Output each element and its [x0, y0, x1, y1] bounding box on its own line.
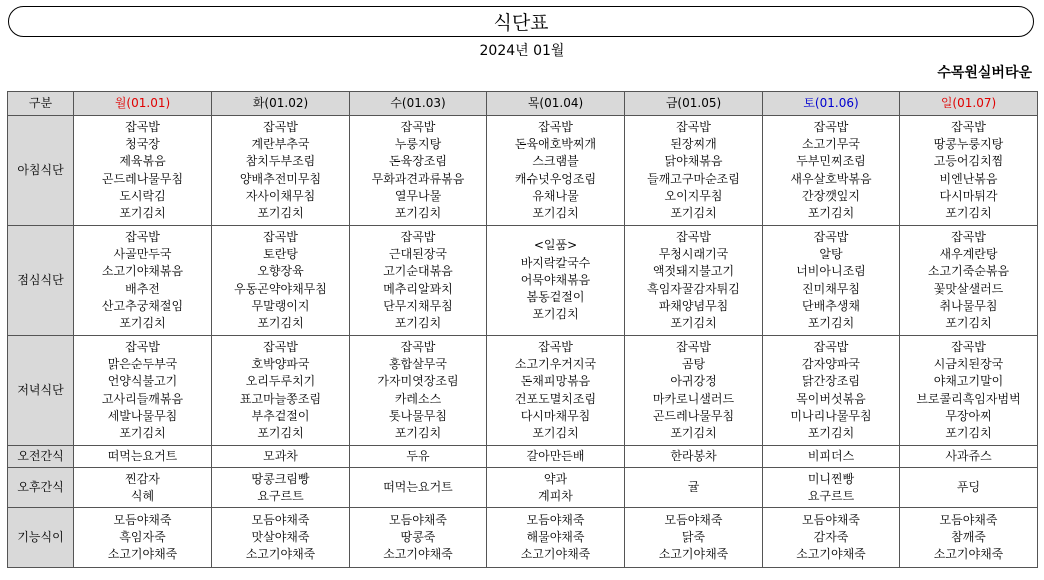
menu-cell — [74, 468, 212, 508]
menu-cell — [212, 468, 350, 508]
menu-cell — [350, 226, 487, 336]
menu-cell — [74, 446, 212, 468]
dish-item: 건포도멸치조림 — [514, 391, 597, 406]
dish-item: 닭죽 — [681, 530, 706, 545]
dish-item: 돈육애호박찌개 — [514, 136, 597, 151]
menu-cell — [625, 508, 763, 568]
dish-item: 잡곡밥 — [400, 119, 436, 134]
dish-item: 포기김치 — [670, 316, 717, 331]
dish-item: 포기김치 — [945, 206, 992, 221]
dish-item: 취나물무침 — [939, 298, 998, 313]
dish-item: 맛살야채죽 — [251, 530, 310, 545]
dish-item: 잡곡밥 — [676, 119, 711, 134]
meal-row — [8, 468, 1038, 508]
dish-item: 토란탕 — [263, 246, 298, 261]
header-day: 일(01.07) — [900, 92, 1038, 116]
dish-item: 식혜 — [130, 488, 155, 503]
menu-cell — [763, 336, 900, 446]
dish-item: 잡곡밥 — [538, 339, 573, 354]
header-day: 금(01.05) — [625, 92, 763, 116]
dish-item: 닭야채볶음 — [664, 154, 723, 169]
meal-category-label: 오전간식 — [8, 446, 74, 468]
dish-item: 포기김치 — [119, 316, 166, 331]
dish-item: 잡곡밥 — [125, 229, 160, 244]
dish-item: 소고기야채죽 — [933, 547, 1004, 562]
menu-cell — [487, 468, 625, 508]
dish-item: 호박양파국 — [251, 356, 310, 371]
menu-body — [8, 116, 1038, 568]
dish-item: 잡곡밥 — [676, 229, 711, 244]
dish-item: 단무지채무침 — [383, 298, 453, 313]
dish-item: 잡곡밥 — [951, 339, 986, 354]
header-day: 수(01.03) — [350, 92, 487, 116]
dish-item: 오향장육 — [257, 264, 304, 279]
dish-item: 약과 — [543, 471, 568, 486]
dish-item: 포기김치 — [807, 426, 855, 441]
menu-table — [7, 91, 1038, 568]
dish-item: 어묵야채볶음 — [520, 272, 591, 287]
dish-item: 해물야채죽 — [526, 530, 585, 545]
dish-item: 포기김치 — [532, 206, 579, 221]
dish-item: 사과쥬스 — [945, 449, 992, 463]
meal-category-label: 저녁식단 — [8, 336, 74, 446]
dish-item: 곤드레나물무침 — [101, 171, 184, 186]
dish-item: 소고기야채죽 — [796, 547, 866, 562]
dish-item: 표고마늘쫑조림 — [239, 391, 322, 406]
dish-item: 홍합살무국 — [389, 356, 447, 371]
dish-item: 잡곡밥 — [813, 119, 849, 134]
dish-item: 감자양파국 — [802, 356, 860, 371]
dish-item: 잡곡밥 — [813, 339, 849, 354]
dish-item: 소고기죽순볶음 — [927, 264, 1010, 279]
dish-item: 포기김치 — [257, 206, 304, 221]
dish-item: 갈아만든배 — [526, 449, 585, 463]
dish-item: 잡곡밥 — [676, 339, 711, 354]
dish-item: 포기김치 — [532, 426, 579, 441]
dish-item: 포기김치 — [532, 307, 579, 322]
menu-cell — [900, 468, 1038, 508]
dish-item: 포기김치 — [670, 426, 717, 441]
dish-item: 잡곡밥 — [813, 229, 849, 244]
dish-item: 꽃맛살샐러드 — [933, 281, 1004, 296]
dish-item: 잡곡밥 — [951, 119, 986, 134]
menu-cell — [487, 508, 625, 568]
menu-cell — [900, 226, 1038, 336]
dish-item: 너비아니조림 — [796, 264, 866, 279]
meal-row — [8, 336, 1038, 446]
menu-cell — [625, 116, 763, 226]
dish-item: 파채양념무침 — [658, 298, 729, 313]
dish-item: 잡곡밥 — [263, 229, 298, 244]
dish-item: 모듬야채죽 — [664, 512, 723, 527]
dish-item: 포기김치 — [945, 426, 992, 441]
menu-cell — [900, 508, 1038, 568]
month-label: 2024년 01월 — [479, 43, 565, 59]
dish-item: 된장찌개 — [670, 136, 717, 151]
dish-item: 새우살호박볶음 — [790, 171, 872, 186]
menu-cell — [900, 116, 1038, 226]
header-day: 화(01.02) — [212, 92, 350, 116]
dish-item: 제육볶음 — [119, 154, 166, 169]
dish-item: 곤드레나물무침 — [652, 408, 735, 423]
menu-cell — [350, 468, 487, 508]
dish-item: 감자죽 — [813, 530, 849, 545]
dish-item: 잡곡밥 — [125, 119, 160, 134]
dish-item: 무화과견과류볶음 — [371, 171, 465, 186]
dish-item: 땅콩크림빵 — [251, 471, 310, 486]
dish-item: 간장깻잎지 — [802, 188, 860, 203]
dish-item: 잡곡밥 — [400, 229, 436, 244]
dish-item: 요구르트 — [807, 488, 855, 503]
dish-item: 흑임자죽 — [119, 530, 166, 545]
dish-item: 계란부추국 — [251, 136, 310, 151]
dish-item: 모과차 — [263, 449, 298, 463]
dish-item: 진미채무침 — [802, 281, 860, 296]
meal-row — [8, 116, 1038, 226]
dish-item: 참깨죽 — [951, 530, 986, 545]
dish-item: 오이지무침 — [664, 188, 723, 203]
dish-item: 푸딩 — [956, 480, 981, 495]
dish-item: 언양식불고기 — [107, 374, 178, 389]
menu-cell — [763, 508, 900, 568]
meal-row — [8, 226, 1038, 336]
dish-item: 새우계란탕 — [939, 246, 998, 261]
dish-item: 유채나물 — [532, 188, 579, 203]
dish-item: 무말랭이지 — [251, 298, 310, 313]
dish-item: 잡곡밥 — [538, 119, 573, 134]
menu-cell — [763, 446, 900, 468]
dish-item: 잡곡밥 — [125, 339, 160, 354]
dish-item: 단배추생채 — [802, 298, 860, 313]
dish-item: 땅콩죽 — [400, 530, 436, 545]
dish-item: 캐슈넛우엉조림 — [514, 171, 597, 186]
dish-item: 열무나물 — [394, 188, 442, 203]
dish-item: 자사이채무침 — [245, 188, 316, 203]
dish-item: 봄동겉절이 — [526, 290, 585, 305]
dish-item: 야채고기말이 — [933, 374, 1004, 389]
dish-item: 세발나물무침 — [107, 408, 178, 423]
dish-item: 맑은순두부국 — [107, 356, 178, 371]
dish-item: 근대된장국 — [389, 246, 447, 261]
meal-category-label: 점심식단 — [8, 226, 74, 336]
dish-item: 바지락칼국수 — [520, 255, 591, 270]
dish-item: 두유 — [406, 449, 430, 463]
dish-item: 닭간장조림 — [802, 374, 860, 389]
header-day: 토(01.06) — [763, 92, 900, 116]
dish-item: 목이버섯볶음 — [796, 391, 866, 406]
dish-item: 도시락김 — [119, 188, 166, 203]
dish-item: 알탕 — [819, 246, 843, 261]
menu-cell — [74, 226, 212, 336]
dish-item: 떠먹는요거트 — [107, 449, 178, 463]
menu-cell — [74, 116, 212, 226]
dish-item: 곰탕 — [681, 356, 706, 371]
dish-item: 모듬야채죽 — [389, 512, 447, 527]
dish-item: 사골만두국 — [113, 246, 172, 261]
dish-item: 포기김치 — [119, 206, 166, 221]
dish-item: <일품> — [533, 238, 578, 253]
menu-cell — [212, 508, 350, 568]
dish-item: 모듬야채죽 — [526, 512, 585, 527]
menu-cell — [487, 446, 625, 468]
dish-item: 메추리알꽈치 — [383, 281, 453, 296]
menu-cell — [487, 336, 625, 446]
dish-item: 소고기야채죽 — [107, 547, 178, 562]
dish-item: 잡곡밥 — [400, 339, 436, 354]
meal-category-label: 아침식단 — [8, 116, 74, 226]
dish-item: 비피더스 — [807, 449, 855, 463]
dish-item: 소고기야채죽 — [520, 547, 591, 562]
dish-item: 귤 — [687, 480, 700, 495]
dish-item: 소고기무국 — [802, 136, 860, 151]
dish-item: 포기김치 — [945, 316, 992, 331]
dish-item: 소고기야채죽 — [658, 547, 729, 562]
meal-category-label: 오후간식 — [8, 468, 74, 508]
dish-item: 우동곤약야채무침 — [234, 281, 327, 296]
dish-item: 소고기야채볶음 — [101, 264, 184, 279]
dish-item: 포기김치 — [807, 316, 855, 331]
menu-cell — [350, 116, 487, 226]
dish-item: 무장아찌 — [945, 408, 992, 423]
menu-cell — [900, 446, 1038, 468]
dish-item: 미니찐빵 — [807, 471, 855, 486]
dish-item: 누룽지탕 — [394, 136, 442, 151]
dish-item: 고사리들깨볶음 — [101, 391, 184, 406]
dish-item: 두부민찌조림 — [796, 154, 866, 169]
menu-cell — [74, 508, 212, 568]
dish-item: 포기김치 — [257, 426, 304, 441]
dish-item: 흑임자꿀감자튀김 — [647, 281, 740, 296]
dish-item: 포기김치 — [257, 316, 304, 331]
dish-item: 무청시래기국 — [658, 246, 729, 261]
menu-cell — [763, 468, 900, 508]
dish-item: 찐감자 — [125, 471, 160, 486]
dish-item: 액젓돼지불고기 — [652, 264, 735, 279]
dish-item: 오리두루치기 — [245, 374, 316, 389]
dish-item: 부추겉절이 — [251, 408, 310, 423]
menu-cell — [212, 226, 350, 336]
dish-item: 비엔난볶음 — [939, 171, 998, 186]
header-day: 목(01.04) — [487, 92, 625, 116]
dish-item: 스크램블 — [532, 154, 579, 169]
meal-row — [8, 508, 1038, 568]
organization-name: 수목원실버타운 — [937, 65, 1032, 81]
header-row — [8, 92, 1038, 116]
dish-item: 소고기야채죽 — [245, 547, 316, 562]
dish-item: 다시마채무침 — [520, 408, 591, 423]
dish-item: 카레소스 — [394, 391, 442, 406]
dish-item: 소고기우거지국 — [514, 356, 597, 371]
menu-cell — [625, 226, 763, 336]
dish-item: 모듬야채죽 — [251, 512, 310, 527]
dish-item: 마카로니샐러드 — [652, 391, 735, 406]
dish-item: 한라봉차 — [670, 449, 717, 463]
dish-item: 시금치된장국 — [933, 356, 1004, 371]
menu-cell — [350, 446, 487, 468]
menu-cell — [74, 336, 212, 446]
dish-item: 땅콩누룽지탕 — [933, 136, 1004, 151]
dish-item: 모듬야채죽 — [802, 512, 860, 527]
menu-cell — [763, 116, 900, 226]
dish-item: 포기김치 — [394, 206, 442, 221]
dish-item: 청국장 — [125, 136, 160, 151]
dish-item: 잡곡밥 — [263, 339, 298, 354]
dish-item: 포기김치 — [807, 206, 855, 221]
dish-item: 고등어김치찜 — [933, 154, 1004, 169]
menu-cell — [487, 116, 625, 226]
dish-item: 소고기야채죽 — [383, 547, 453, 562]
dish-item: 참치두부조림 — [245, 154, 316, 169]
dish-item: 포기김치 — [394, 316, 442, 331]
dish-item: 포기김치 — [670, 206, 717, 221]
meal-row — [8, 446, 1038, 468]
dish-item: 요구르트 — [257, 488, 304, 503]
header-day: 월(01.01) — [74, 92, 212, 116]
dish-item: 톳나물무침 — [389, 408, 447, 423]
dish-item: 산고추궁채절임 — [101, 298, 184, 313]
page-title: 식단표 — [8, 6, 1034, 37]
dish-item: 모듬야채죽 — [939, 512, 998, 527]
menu-cell — [350, 336, 487, 446]
dish-item: 배추전 — [125, 281, 160, 296]
menu-cell — [763, 226, 900, 336]
header-category: 구분 — [8, 92, 74, 116]
dish-item: 계피차 — [538, 488, 573, 503]
dish-item: 미나리나물무침 — [790, 408, 872, 423]
meal-category-label: 기능식이 — [8, 508, 74, 568]
dish-item: 돈육장조림 — [389, 154, 447, 169]
menu-cell — [487, 226, 625, 336]
dish-item: 잡곡밥 — [263, 119, 298, 134]
dish-item: 브로콜리흑임자범벅 — [916, 391, 1021, 406]
dish-item: 다시마튀각 — [939, 188, 998, 203]
menu-cell — [212, 116, 350, 226]
dish-item: 고기순대볶음 — [383, 264, 453, 279]
dish-item: 양배추전미무침 — [239, 171, 322, 186]
menu-cell — [900, 336, 1038, 446]
dish-item: 모듬야채죽 — [113, 512, 172, 527]
dish-item: 돈채피망볶음 — [520, 374, 591, 389]
dish-item: 들깨고구마순조림 — [647, 171, 740, 186]
dish-item: 포기김치 — [119, 426, 166, 441]
menu-cell — [212, 446, 350, 468]
menu-cell — [625, 336, 763, 446]
dish-item: 가자미엿장조림 — [377, 374, 459, 389]
dish-item: 잡곡밥 — [951, 229, 986, 244]
dish-item: 포기김치 — [394, 426, 442, 441]
dish-item: 아귀강정 — [670, 374, 717, 389]
menu-cell — [625, 468, 763, 508]
menu-cell — [625, 446, 763, 468]
menu-cell — [350, 508, 487, 568]
dish-item: 떠먹는요거트 — [383, 480, 453, 495]
menu-cell — [212, 336, 350, 446]
